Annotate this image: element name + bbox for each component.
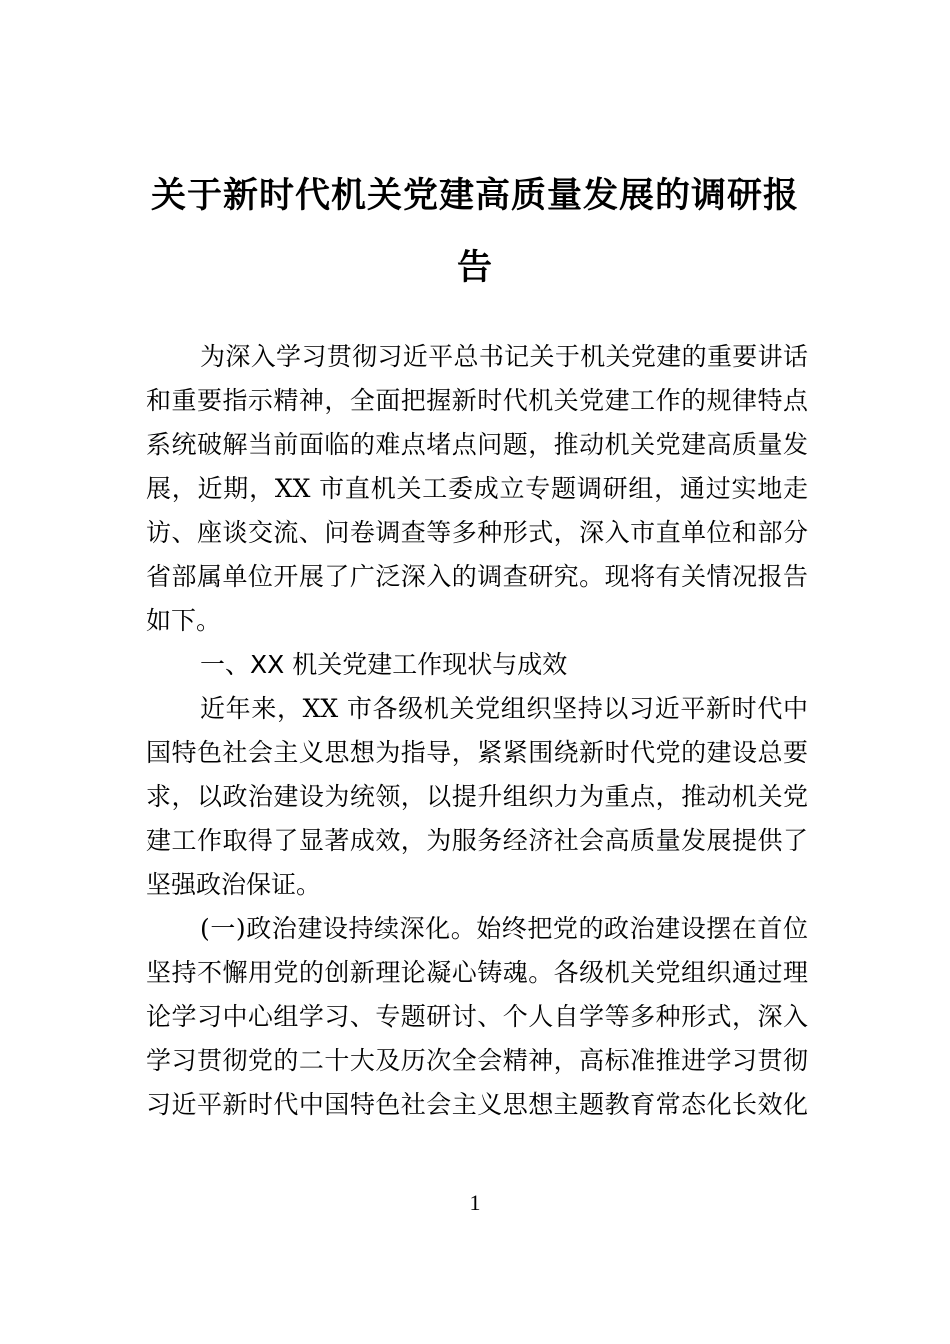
section-heading: 一、XX 机关党建工作现状与成效: [200, 650, 568, 679]
text-line: 学习贯彻党的二十大及历次全会精神，高标准推进学习贯彻: [146, 1046, 808, 1075]
page-number: 1: [469, 1190, 481, 1215]
text-line: 坚持不懈用党的创新理论凝心铸魂。各级机关党组织通过理: [146, 958, 808, 987]
text-line: 访、座谈交流、问卷调查等多种形式，深入市直单位和部分: [146, 518, 808, 547]
paragraph-political-building: [146, 907, 808, 1127]
document-title: 关于新时代机关党建高质量发展的调研报: [150, 176, 799, 216]
text-line: 求，以政治建设为统领，以提升组织力为重点，推动机关党: [146, 782, 808, 811]
text-line: 如下。: [146, 606, 222, 635]
paragraph-intro: [146, 335, 808, 643]
text-line: 论学习中心组学习、专题研讨、个人自学等多种形式，深入: [146, 1002, 808, 1031]
text-line: 习近平新时代中国特色社会主义思想主题教育常态化长效化: [146, 1090, 808, 1119]
text-line: 省部属单位开展了广泛深入的调查研究。现将有关情况报告: [146, 562, 808, 591]
text-line: 国特色社会主义思想为指导，紧紧围绕新时代党的建设总要: [146, 738, 808, 767]
text-line: 近年来，XX 市各级机关党组织坚持以习近平新时代中: [200, 694, 808, 723]
paragraph-overview: [146, 687, 808, 907]
text-line: (一)政治建设持续深化。始终把党的政治建设摆在首位: [200, 914, 808, 943]
text-line: 为深入学习贯彻习近平总书记关于机关党建的重要讲话: [200, 342, 808, 371]
document-body: [146, 335, 808, 1127]
text-line: 展，近期，XX 市直机关工委成立专题调研组，通过实地走: [146, 474, 808, 503]
text-line: 系统破解当前面临的难点堵点问题，推动机关党建高质量发: [146, 430, 808, 459]
text-line: 和重要指示精神，全面把握新时代机关党建工作的规律特点: [146, 386, 808, 415]
document-title-continued: 告: [456, 248, 493, 288]
text-line: 坚强政治保证。: [146, 870, 322, 899]
text-line: 建工作取得了显著成效，为服务经济社会高质量发展提供了: [146, 826, 808, 855]
